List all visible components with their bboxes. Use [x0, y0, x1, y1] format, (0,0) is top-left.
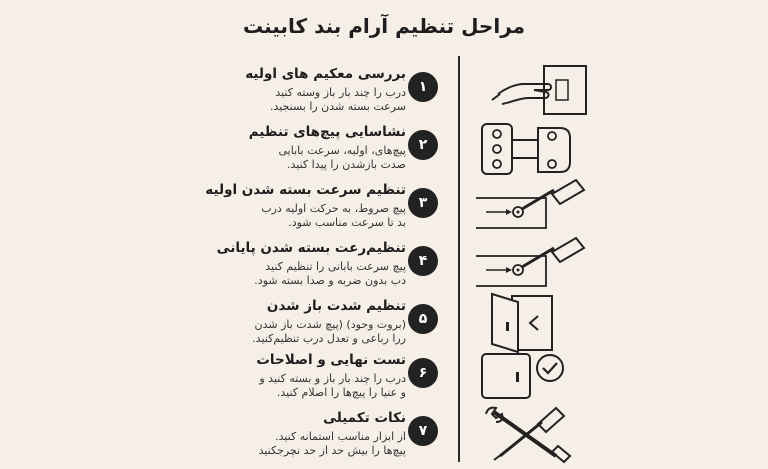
- step-description-line: (بروت وحود) (پیچ شدت باز شدن: [254, 318, 406, 331]
- step-description: [156, 86, 406, 114]
- cabinet-check-icon: [472, 346, 602, 408]
- step-description: [156, 372, 406, 400]
- step-number-badge: ۵: [408, 304, 438, 334]
- page-title: مراحل تنظیم آرام بند کابینت: [242, 14, 526, 38]
- step-title: تنظیم سرعت بسته شدن اولیه: [205, 182, 406, 198]
- step-description: [156, 318, 406, 346]
- hinge-screws-icon: [472, 118, 602, 180]
- step-description-line: دب بدون ضربه و صدا بسته شود.: [254, 274, 406, 287]
- step-description: [156, 260, 406, 288]
- hand-pressing-door-icon: [472, 60, 602, 122]
- step-number-badge: ۱: [408, 72, 438, 102]
- step-2: [0, 124, 768, 182]
- step-number-badge: ۴: [408, 246, 438, 276]
- step-description-line: از ابزار مناسب استمانه کنید.: [275, 430, 406, 443]
- step-description-line: درب را چند بار باز وسته کنید: [275, 86, 406, 99]
- step-description-line: پیچ سرعت بابانی را تنظیم کنید: [265, 260, 406, 273]
- step-number-badge: ۲: [408, 130, 438, 160]
- step-description-line: پیچ‌ها را بیش حد از حد نچرجکنید: [258, 444, 406, 457]
- step-description: [156, 144, 406, 172]
- open-door-icon: [472, 292, 602, 354]
- screwdriver-adjust-icon: [472, 234, 602, 296]
- step-title: نکات تکمیلی: [323, 410, 406, 426]
- step-3: [0, 182, 768, 240]
- step-description-line: سرعت بسته شدن را بسنجید.: [269, 100, 406, 113]
- step-title: تنظیم شدت باز شدن: [266, 298, 406, 314]
- step-description: [156, 202, 406, 230]
- step-number-badge: ۳: [408, 188, 438, 218]
- step-title: نشاسایی پیچ‌های تنظیم: [248, 124, 406, 140]
- step-description-line: و عنیا را پیچ‌ها را اصلام کنید.: [276, 386, 406, 399]
- step-title: تنظیم‌رعت بسته شدن پایانی: [216, 240, 406, 256]
- step-title: بررسی معکیم های اولیه: [245, 66, 406, 82]
- step-7: [0, 410, 768, 468]
- step-5: [0, 298, 768, 356]
- step-description-line: پیچ‌های، اولیه، سرعت بابایی: [278, 144, 406, 157]
- step-number-badge: ۷: [408, 416, 438, 446]
- step-number-badge: ۶: [408, 358, 438, 388]
- step-description-line: ررا رباعی و تعدل درب تنظیم‌کنید.: [252, 332, 406, 345]
- step-4: [0, 240, 768, 298]
- step-description-line: صدت بازشدن را پیدا کنید.: [287, 158, 406, 171]
- wrench-screwdriver-icon: [472, 404, 602, 466]
- step-description-line: پیچ صروط، به حرکت اولیه درب: [261, 202, 406, 215]
- step-description: [156, 430, 406, 458]
- step-6: [0, 352, 768, 410]
- step-1: [0, 66, 768, 124]
- step-title: تست نهایی و اصلاحات: [256, 352, 406, 368]
- screwdriver-adjust-icon: [472, 176, 602, 238]
- step-description-line: بد تا سرعت مناسب شود.: [288, 216, 406, 229]
- step-description-line: درب را چند بار باز و بسته کنید و: [259, 372, 406, 385]
